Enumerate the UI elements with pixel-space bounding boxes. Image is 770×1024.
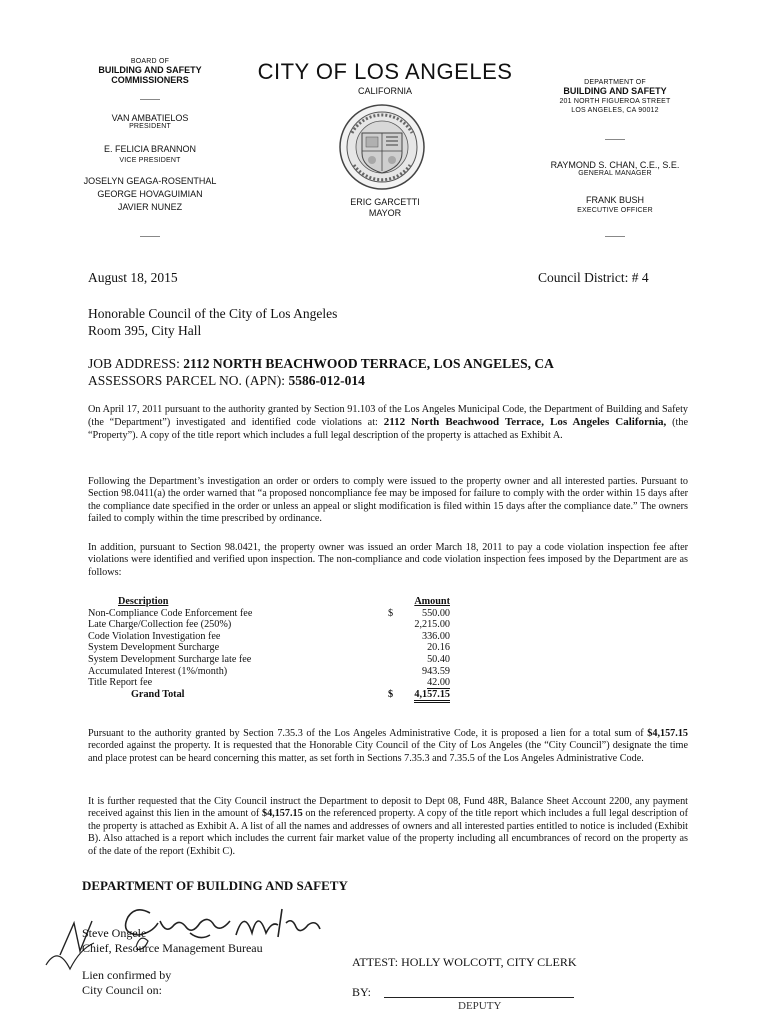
p1-text-c: (the “Property”). A copy of the title report which includes a full legal description of the property is attached as Exhibit A.	[88, 417, 688, 441]
member2-title: VICE PRESIDENT	[119, 157, 181, 164]
fee-currency	[388, 654, 402, 666]
executive-officer-name: FRANK BUSH	[585, 195, 644, 205]
fee-row	[88, 619, 450, 631]
job-block	[88, 355, 554, 389]
fee-amount-cell	[402, 642, 450, 654]
letter-date: August 18, 2015	[88, 270, 178, 285]
fee-description: Late Charge/Collection fee (250%)	[88, 619, 232, 631]
apn-label: ASSESSORS PARCEL NO. (APN):	[88, 373, 289, 388]
divider	[140, 236, 160, 237]
general-manager-title: GENERAL MANAGER	[578, 170, 652, 177]
fee-row	[88, 642, 450, 654]
executive-officer-title: EXECUTIVE OFFICER	[577, 207, 653, 214]
p4-text-a: Pursuant to the authority granted by Section 7.35.3 of the Los Angeles Administrative Code, it is proposed a lien for a total sum of	[88, 728, 648, 739]
fee-description: System Development Surcharge	[88, 642, 220, 654]
member4-name: GEORGE HOVAGUIMIAN	[97, 189, 203, 199]
dept-address1: 201 NORTH FIGUEROA STREET	[559, 98, 671, 105]
grand-total-amount: 4,157.15	[414, 689, 450, 703]
recipient-block	[88, 305, 337, 339]
dept-line2: BUILDING AND SAFETY	[563, 86, 667, 96]
job-address-value: 2112 NORTH BEACHWOOD TERRACE, LOS ANGELES, CA	[183, 356, 554, 371]
paragraph-1	[88, 404, 688, 442]
grand-total-row	[88, 689, 450, 701]
divider	[605, 139, 625, 140]
fee-currency	[388, 631, 402, 643]
member5-name: JAVIER NUNEZ	[117, 202, 183, 212]
fee-row	[88, 666, 450, 678]
fee-currency	[388, 619, 402, 631]
council-district: Council District: # 4	[538, 270, 649, 285]
fee-amount-cell	[402, 619, 450, 631]
p5-text-a: It is further requested that the City Council instruct the Department to deposit to Dept 08, Fund 48R, Balance Sheet Account 2200, any payment received against this lien in the amount of	[88, 796, 688, 820]
dept-line1: DEPARTMENT OF	[584, 79, 646, 86]
board-line1: BOARD OF	[130, 58, 170, 65]
divider	[605, 236, 625, 237]
fee-amount: 550.00	[421, 607, 450, 619]
city-header	[230, 60, 540, 96]
amount-header: Amount	[414, 596, 450, 607]
p5-text-c: on the referenced property. A copy of the title report which includes a full legal description of the property is attached as Exhibit A. A list of all the names and addresses of owners and all interested parties entitled to notice is included (Exhibit B). Also attached is a report which includes the current fair market value of the property including all encumbrances of record on the property as of the date of the report (Exhibit C).	[88, 808, 688, 857]
paragraph-4	[88, 728, 688, 765]
job-address-label: JOB ADDRESS:	[88, 356, 184, 371]
fee-row	[88, 654, 450, 666]
fee-row	[88, 608, 450, 620]
grand-total-label: Grand Total	[131, 688, 185, 700]
apn-value: 5586-012-014	[288, 373, 365, 388]
deputy-label: DEPUTY	[458, 1000, 502, 1012]
mayor-name: ERIC GARCETTI	[350, 197, 420, 207]
p1-text-a: On April 17, 2011 pursuant to the authority granted by Section 91.103 of the Los Angeles Municipal Code, the Department of Building and Safety (the “Department”) investigated and identified code violations at:	[88, 404, 688, 429]
recipient-line1: Honorable Council of the City of Los Angeles	[88, 306, 338, 321]
paragraph-3: In addition, pursuant to Section 98.0421, the property owner was issued an order March 18, 2011 to pay a code violation inspection fee after violations were identified and verified upon inspection. The non-compliance and code violation inspection fees imposed by the Department are as follows:	[88, 542, 688, 578]
p4-text-c: recorded against the property. It is requested that the Honorable City Council of the City of Los Angeles (the “City Council”) designate the time and place protest can be heard concerning this matter, as set forth in Sections 7.35.3 and 7.35.5 of the Los Angeles Administrative Code.	[88, 740, 688, 764]
lien-line1: Lien confirmed by	[82, 968, 172, 982]
lien-confirmation	[82, 968, 171, 998]
fee-currency: $	[388, 607, 394, 619]
fee-amount-cell	[402, 677, 450, 689]
grand-total-currency: $	[388, 688, 394, 700]
board-line2: BUILDING AND SAFETY	[98, 65, 202, 75]
fee-amount: 20.16	[427, 642, 450, 654]
member1-name: VAN AMBATIELOS	[111, 113, 189, 123]
p4-lien-amount: $4,157.15	[647, 728, 688, 739]
fee-amount-cell	[402, 608, 450, 620]
fee-amount-cell	[402, 654, 450, 666]
fee-description: System Development Surcharge late fee	[88, 653, 252, 665]
by-signature-line	[384, 997, 574, 998]
member2-name: E. FELICIA BRANNON	[103, 144, 197, 154]
mayor-title: MAYOR	[368, 208, 402, 218]
department-signature-title: DEPARTMENT OF BUILDING AND SAFETY	[82, 878, 348, 893]
city-title: CITY OF LOS ANGELES	[257, 59, 513, 84]
description-header: Description	[118, 596, 169, 607]
general-manager-name: RAYMOND S. CHAN, C.E., S.E.	[550, 160, 680, 170]
divider	[140, 99, 160, 100]
fee-amount: 42.00	[427, 677, 450, 689]
by-label: BY:	[352, 985, 371, 999]
department-block	[520, 79, 710, 237]
fee-row	[88, 631, 450, 643]
lien-line2: City Council on:	[82, 983, 163, 997]
fee-rows	[88, 608, 450, 689]
fee-currency	[388, 666, 402, 678]
signatory-title: Chief, Resource Management Bureau	[82, 941, 263, 955]
fee-amount-cell	[402, 631, 450, 643]
fee-amount-cell	[402, 666, 450, 678]
fee-description: Non-Compliance Code Enforcement fee	[88, 607, 253, 619]
board-line3: COMMISSIONERS	[111, 75, 189, 85]
board-commissioners-block	[60, 58, 240, 237]
signatory-name: Steve Ongele	[82, 926, 147, 940]
fee-description: Accumulated Interest (1%/month)	[88, 665, 228, 677]
fee-currency	[388, 677, 402, 689]
fee-amount: 2,215.00	[414, 619, 450, 631]
member3-name: JOSELYN GEAGA-ROSENTHAL	[83, 176, 217, 186]
mayor-block	[310, 197, 460, 219]
signatory-block	[82, 926, 263, 956]
dept-address2: LOS ANGELES, CA 90012	[571, 107, 659, 114]
fee-description: Code Violation Investigation fee	[88, 630, 221, 642]
fee-amount: 943.59	[421, 665, 450, 677]
p5-lien-amount: $4,157.15	[261, 808, 303, 820]
fees-table	[88, 596, 450, 700]
city-seal-icon	[338, 103, 426, 191]
attest-line: ATTEST: HOLLY WOLCOTT, CITY CLERK	[352, 955, 577, 969]
member1-title: PRESIDENT	[129, 123, 171, 130]
fee-amount: 50.40	[427, 653, 450, 665]
recipient-line2: Room 395, City Hall	[88, 323, 202, 338]
paragraph-5	[88, 796, 688, 858]
fees-header	[88, 596, 450, 608]
fee-row	[88, 677, 450, 689]
paragraph-2: Following the Department’s investigation an order or orders to comply were issued to the property owner and all interested parties. Pursuant to Section 98.0411(a) the order warned that “a proposed noncompliance fee may be imposed for failure to comply with the order within 15 days after the compliance date specified in the order or unless an appeal or slight modification is filed within 15 days after the compliance date.” The owners failed to comply within the time prescribed by ordinance.	[88, 476, 688, 525]
p1-property-address: 2112 North Beachwood Terrace, Los Angeles California,	[383, 416, 667, 429]
fee-amount: 336.00	[421, 630, 450, 642]
fee-description: Title Report fee	[88, 677, 153, 689]
fee-currency	[388, 642, 402, 654]
state-label: CALIFORNIA	[357, 86, 412, 96]
